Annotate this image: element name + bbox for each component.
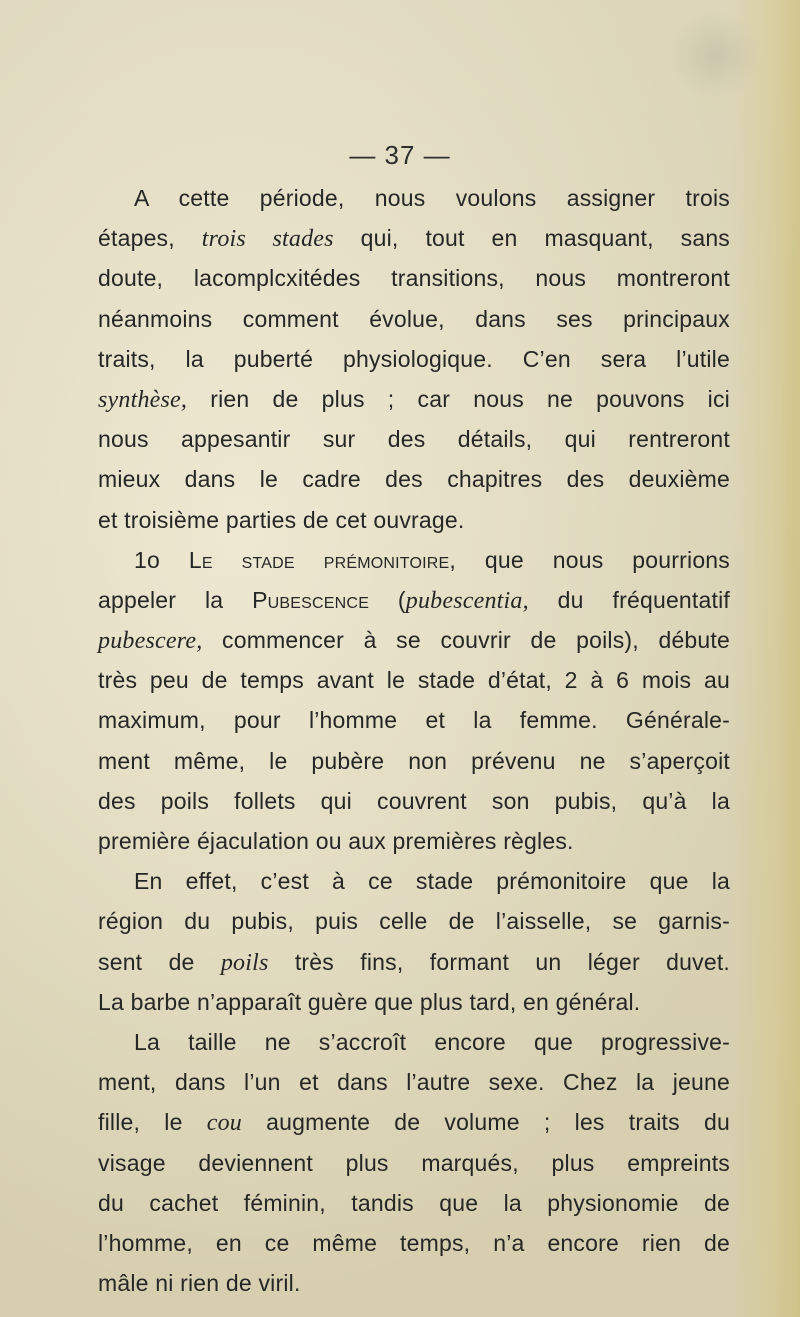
italic-text: cou [206,1110,242,1137]
italic-text: pubescere, [98,628,203,655]
text-line [98,1263,730,1303]
text-line [98,1102,730,1142]
text-line [98,821,730,861]
text-segment: maximum, pour l’homme et la femme. Générale- [98,707,730,734]
text-line [98,580,730,620]
text-line [98,942,730,982]
text-line [98,1022,730,1062]
text-segment: traits, la puberté physiologique. C’en sera l’utile [98,345,730,372]
text-segment: 1o [134,546,189,573]
text-segment: augmente de volume ; les traits du [242,1109,730,1136]
text-segment: étapes, [98,225,202,252]
text-segment: visage deviennent plus marqués, plus empreints [98,1149,730,1176]
text-line [98,218,730,258]
text-line [98,540,730,580]
italic-text: synthèse, [98,386,188,413]
text-line [98,781,730,821]
page-edge-shading [730,0,800,1317]
text-segment: ( [369,586,406,613]
text-line [98,1062,730,1102]
text-segment: La taille ne s’accroît encore que progressive- [134,1028,730,1055]
page-number: — 37 — [349,140,451,170]
text-line [98,178,730,218]
small-caps-text: Pubescence [252,586,370,613]
text-line [98,1223,730,1263]
italic-text: pubescentia, [405,587,529,614]
small-caps-text: Le stade prémonitoire, [188,546,456,573]
text-segment: du fréquentatif [528,586,730,613]
text-line [98,700,730,740]
body-text [98,178,730,1303]
text-segment: des poils follets qui couvrent son pubis, qu’à la [98,787,730,814]
text-line [98,1143,730,1183]
text-segment: région du pubis, puis celle de l’aisselle, se garnis- [98,908,730,935]
text-segment: que nous pourrions [455,546,730,573]
text-line [98,299,730,339]
text-segment: et troisième parties de cet ouvrage. [98,506,465,533]
text-segment: En effet, c’est à ce stade prémonitoire que la [134,868,730,895]
text-segment: fille, le [98,1109,207,1136]
text-line [98,620,730,660]
text-line [98,660,730,700]
text-segment: très peu de temps avant le stade d’état, 2 à 6 mois au [98,667,730,694]
text-line [98,500,730,540]
text-segment: commencer à se couvrir de poils), débute [202,627,730,654]
text-segment: nous appesantir sur des détails, qui rentreront [98,426,730,453]
text-line [98,1183,730,1223]
text-line [98,741,730,781]
text-segment: appeler la [98,586,253,613]
text-segment: A cette période, nous voulons assigner trois [134,185,730,211]
italic-text: poils [220,949,269,976]
text-segment: du cachet féminin, tandis que la physionomie de [98,1189,730,1216]
text-line [98,982,730,1022]
text-segment: sent de [98,948,221,975]
text-segment: l’homme, en ce même temps, n’a encore rien de [98,1229,730,1256]
text-segment: doute, lacomplcxitédes transitions, nous montreront [98,265,730,292]
text-segment: rien de plus ; car nous ne pouvons ici [187,385,730,412]
text-segment: néanmoins comment évolue, dans ses principaux [98,305,730,332]
text-line [98,379,730,419]
text-line [98,339,730,379]
text-segment: ment, dans l’un et dans l’autre sexe. Chez la jeune [98,1069,730,1096]
paper-stain [670,10,760,100]
text-segment: très fins, formant un léger duvet. [268,948,731,975]
text-segment: mâle ni rien de viril. [98,1270,301,1297]
italic-text: trois stades [201,226,334,253]
text-segment: mieux dans le cadre des chapitres des deuxième [98,466,730,493]
text-line [98,861,730,901]
text-segment: ment même, le pubère non prévenu ne s’aperçoit [98,747,730,774]
text-segment: première éjaculation ou aux premières règles. [98,828,574,854]
text-segment: La barbe n’apparaît guère que plus tard, en général. [98,988,641,1015]
text-line [98,258,730,298]
text-line [98,459,730,499]
text-line [98,901,730,941]
text-line [98,419,730,459]
text-segment: qui, tout en masquant, sans [333,225,731,252]
